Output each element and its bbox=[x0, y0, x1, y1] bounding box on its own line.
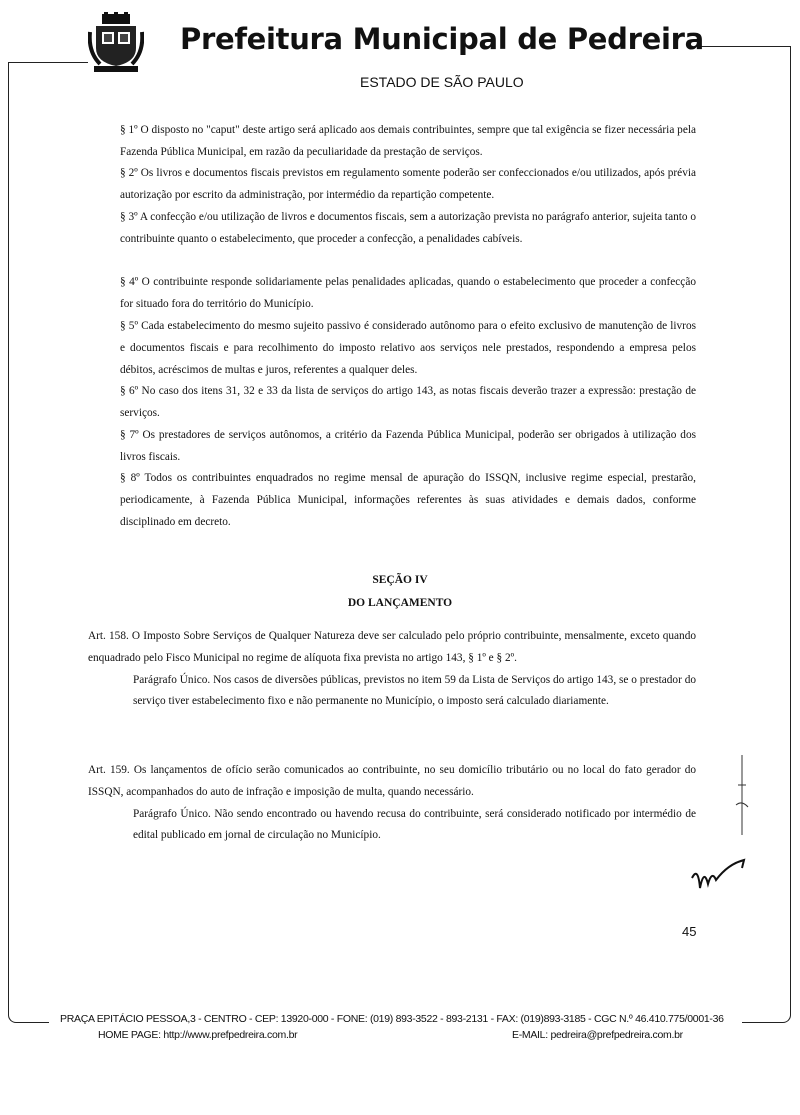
municipal-crest-icon bbox=[88, 12, 144, 74]
article-159 bbox=[88, 760, 696, 847]
page-title: Prefeitura Municipal de Pedreira bbox=[180, 22, 704, 56]
article-text: Art. 158. O Imposto Sobre Serviços de Qualquer Natureza deve ser calculado pelo próprio contribuinte, mensalmente, exceto quando enquadrado pelo Fisco Municipal no regime de alíquota fixa prevista no artigo 143, § 1º e § 2º. bbox=[88, 630, 696, 664]
paragraph-4: § 4º O contribuinte responde solidariamente pelas penalidades aplicadas, quando o estabelecimento que proceder a confecção for situado fora do território do Município. bbox=[120, 276, 696, 310]
footer-email[interactable]: E-MAIL: pedreira@prefpedreira.com.br bbox=[512, 1029, 683, 1041]
header-rule bbox=[700, 46, 790, 47]
page-frame-left bbox=[8, 62, 9, 1012]
page-number: 45 bbox=[682, 924, 697, 939]
paragraph-1: § 1º O disposto no "caput" deste artigo será aplicado aos demais contribuintes, sempre que tal exigência se fizer necessária pela Fazenda Pública Municipal, em razão da peculiaridade da prestação de serviços. bbox=[120, 124, 696, 158]
page-subtitle: ESTADO DE SÃO PAULO bbox=[360, 74, 524, 90]
paragraph-7: § 7º Os prestadores de serviços autônomos, a critério da Fazenda Pública Municipal, poderão ser obrigados à utilização dos livros fiscais. bbox=[120, 429, 696, 463]
paragraph-3: § 3º A confecção e/ou utilização de livros e documentos fiscais, sem a autorização prevista no parágrafo anterior, sujeita tanto o contribuinte quanto o estabelecimento, que proceder a confecção, a penalidades cabíveis. bbox=[120, 211, 696, 245]
signature-initials bbox=[688, 858, 748, 899]
page-frame-top bbox=[8, 62, 88, 63]
paragraph-2: § 2º Os livros e documentos fiscais previstos em regulamento somente poderão ser confeccionados e/ou utilizados, após prévia autorização por escrito da administração, por intermédio da repartição competente. bbox=[120, 167, 696, 201]
margin-stamp-mark bbox=[732, 755, 752, 840]
section-title: DO LANÇAMENTO bbox=[347, 597, 453, 609]
page-frame-bottom-left bbox=[8, 1012, 49, 1023]
article-158 bbox=[88, 626, 696, 713]
section-number: SEÇÃO IV bbox=[372, 574, 428, 586]
page-frame-bottom-right bbox=[742, 1012, 791, 1023]
page-frame-right bbox=[790, 46, 791, 1012]
article-sole-paragraph: Parágrafo Único. Nos casos de diversões públicas, previstos no item 59 da Lista de Serviços do artigo 143, se o prestador do serviço tiver estabelecimento fixo e não permanente no Município, o imposto será calculado diariamente. bbox=[133, 673, 696, 708]
footer-address: PRAÇA EPITÁCIO PESSOA,3 - CENTRO - CEP: 13920-000 - FONE: (019) 893-3522 - 893-2131 - FAX: (019)893-3185 - CGC N.º 46.410.775/0001-36 bbox=[60, 1013, 724, 1025]
paragraph-6: § 6º No caso dos itens 31, 32 e 33 da lista de serviços do artigo 143, as notas fiscais deverão trazer a expressão: prestação de serviços. bbox=[120, 385, 696, 419]
paragraph-8: § 8º Todos os contribuintes enquadrados no regime mensal de apuração do ISSQN, inclusive regime especial, prestarão, periodicamente, à Fazenda Pública Municipal, informações referentes às suas atividades e demais dados, conforme disciplinado em decreto. bbox=[120, 472, 696, 528]
article-sole-paragraph: Parágrafo Único. Não sendo encontrado ou havendo recusa do contribuinte, será considerado notificado por intermédio de edital publicado em jornal de circulação no Município. bbox=[133, 807, 696, 842]
article-text: Art. 159. Os lançamentos de ofício serão comunicados ao contribuinte, no seu domicílio tributário ou no local do fato gerador do ISSQN, acompanhados do auto de infração e imposição de multa, quando necessário. bbox=[88, 764, 696, 798]
footer-homepage[interactable]: HOME PAGE: http://www.prefpedreira.com.br bbox=[98, 1029, 298, 1041]
paragraph-5: § 5º Cada estabelecimento do mesmo sujeito passivo é considerado autônomo para o efeito exclusivo de manutenção de livros e documentos fiscais e para recolhimento do imposto relativo aos serviços nele prestados, respondendo a empresa pelos débitos, acréscimos de multas e juros, referentes a qualquer deles. bbox=[120, 320, 696, 376]
